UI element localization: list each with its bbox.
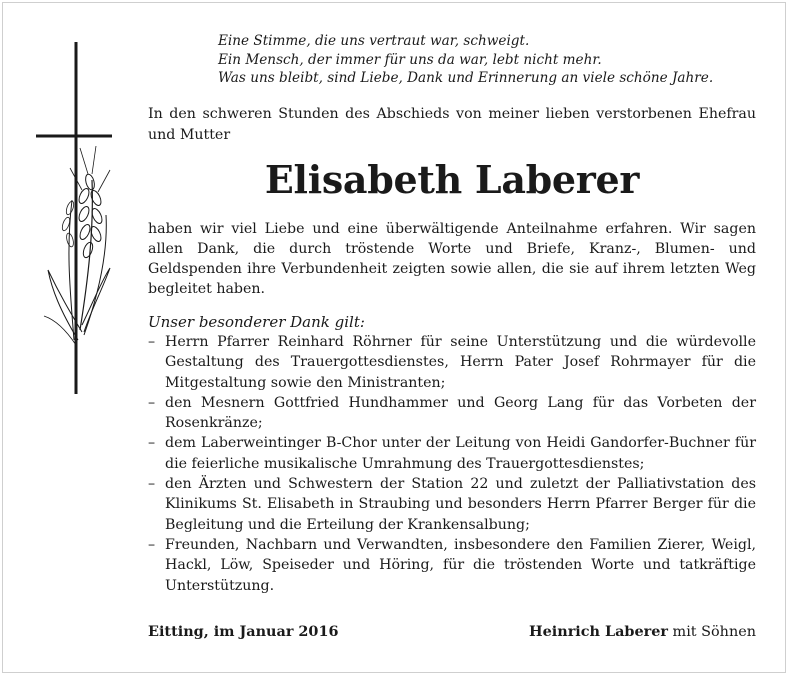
thanks-heading: Unser besonderer Dank gilt: (148, 313, 365, 331)
list-dash: – (148, 394, 156, 411)
signer-suffix: mit Söhnen (672, 624, 756, 640)
intro-text: In den schweren Stunden des Abschieds von meiner lieben verstorbenen Ehefrau und Mutter (148, 106, 756, 143)
list-dash: – (148, 476, 156, 493)
place-date: Eitting, im Januar 2016 (148, 623, 339, 640)
list-item-text: dem Laberweintinger B-Chor unter der Leitung von Heidi Gandorfer-Buchner für die feierliche musikalische Umrahmung des Trauergottesdienstes; (165, 435, 756, 472)
thanks-list (148, 332, 756, 596)
poem-line: Was uns bleibt, sind Liebe, Dank und Erinnerung an viele schöne Jahre. (218, 70, 714, 86)
cross-with-wheat-icon (30, 40, 120, 400)
signer-name: Heinrich Laberer (529, 623, 668, 640)
list-item-text: Herrn Pfarrer Reinhard Röhrner für seine Unterstützung und die würdevolle Gestaltung des Trauergottesdienstes, Herrn Pater Josef Rohrmayer für die Mitgestaltung sowie den Ministranten; (165, 334, 756, 391)
list-item-text: den Mesnern Gottfried Hundhammer und Georg Lang für das Vorbeten der Rosenkränze; (165, 394, 756, 432)
footer (148, 621, 756, 643)
poem-line: Ein Mensch, der immer für uns da war, lebt nicht mehr. (218, 51, 602, 68)
poem (218, 32, 758, 88)
list-item (148, 393, 756, 434)
list-item (148, 535, 756, 596)
list-item (148, 433, 756, 474)
poem-line: Eine Stimme, die uns vertraut war, schweigt. (218, 33, 530, 49)
list-item-text: den Ärzten und Schwestern der Station 22 und zuletzt der Palliativstation des Klinikums St. Elisabeth in Straubing und besonders Herrn Pfarrer Berger für die Begleitung und die Erteilung der Krankensalbung; (165, 476, 756, 533)
signature (529, 621, 756, 643)
list-dash: – (148, 536, 156, 553)
list-dash: – (148, 435, 156, 452)
list-item (148, 332, 756, 393)
list-item (148, 474, 756, 535)
deceased-name: Elisabeth Laberer (264, 157, 640, 202)
list-item-text: Freunden, Nachbarn und Verwandten, insbesondere den Familien Zierer, Weigl, Hackl, Löw, Speiseder und Höring, für die tröstenden Worte und tatkräftige Unterstützung. (165, 536, 756, 594)
body-text: haben wir viel Liebe und eine überwältigende Anteilnahme erfahren. Wir sagen allen Dank, die durch tröstende Worte und Briefe, Kranz-, Blumen- und Geldspenden ihre Verbundenheit zeigten sowie allen, die sie auf ihrem letzten Weg begleitet haben. (148, 221, 756, 297)
list-dash: – (148, 334, 156, 350)
